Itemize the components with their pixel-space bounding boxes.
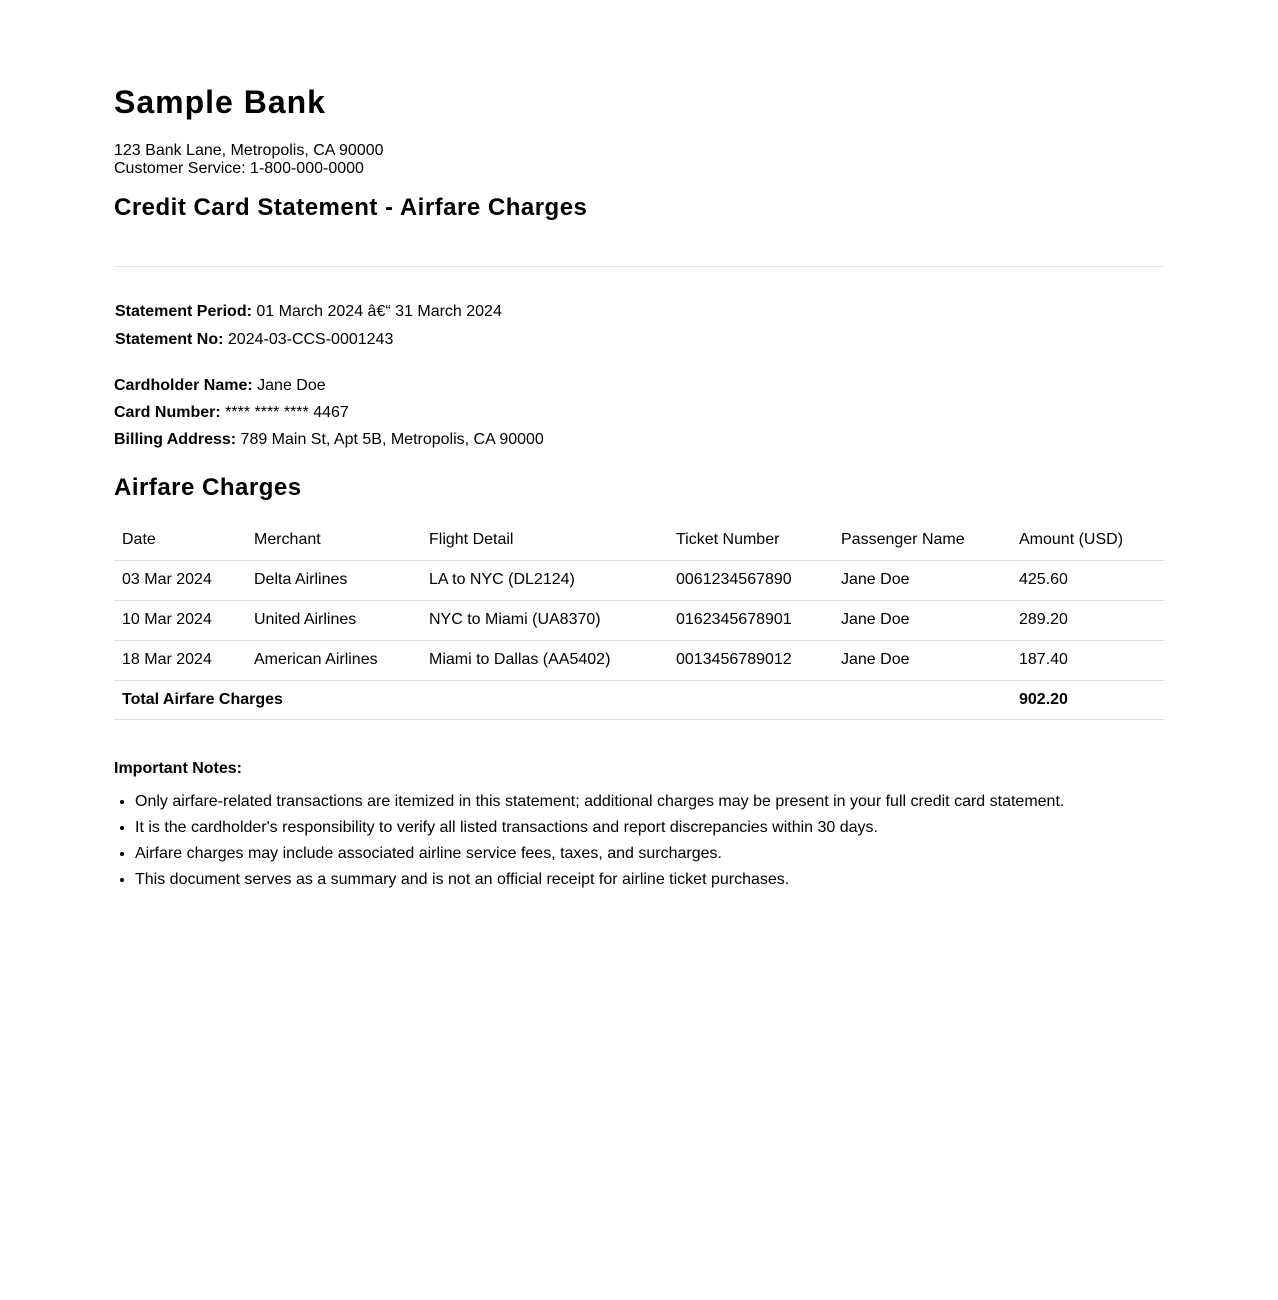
cell-ticket-number: 0061234567890 <box>668 560 833 600</box>
column-header-date: Date <box>114 520 246 560</box>
cell-amount: 289.20 <box>1011 600 1164 640</box>
cell-merchant: American Airlines <box>246 640 421 680</box>
statement-period-label: Statement Period: <box>115 303 252 320</box>
important-notes-heading: Important Notes: <box>114 760 242 777</box>
cell-flight-detail: Miami to Dallas (AA5402) <box>421 640 668 680</box>
column-header-flight-detail: Flight Detail <box>421 520 668 560</box>
column-header-passenger-name: Passenger Name <box>833 520 1011 560</box>
bank-contact-block <box>114 142 384 178</box>
airfare-charges-table <box>114 520 1164 720</box>
note-item: • It is the cardholder's responsibility to verify all listed transactions and report discrepancies within 30 days. <box>135 815 1175 841</box>
total-row <box>114 680 1164 719</box>
billing-address-label: Billing Address: <box>114 431 237 448</box>
cardholder-name-label: Cardholder Name: <box>114 377 253 394</box>
statement-period <box>115 302 502 322</box>
airfare-charges-heading: Airfare Charges <box>114 474 302 501</box>
column-header-ticket-number: Ticket Number <box>668 520 833 560</box>
total-amount: 902.20 <box>1011 680 1164 719</box>
cell-ticket-number: 0162345678901 <box>668 600 833 640</box>
column-header-amount: Amount (USD) <box>1011 520 1164 560</box>
statement-title: Credit Card Statement - Airfare Charges <box>114 194 588 221</box>
cell-flight-detail: LA to NYC (DL2124) <box>421 560 668 600</box>
cell-amount: 425.60 <box>1011 560 1164 600</box>
cell-passenger-name: Jane Doe <box>833 560 1011 600</box>
cell-date: 10 Mar 2024 <box>114 600 246 640</box>
statement-period-value: 01 March 2024 â€“ 31 March 2024 <box>251 303 502 320</box>
statement-number-value: 2024-03-CCS-0001243 <box>223 331 394 348</box>
customer-service-line: Customer Service: 1-800-000-0000 <box>114 160 364 177</box>
table-row <box>114 640 1164 680</box>
cardholder-name-value: Jane Doe <box>252 377 326 394</box>
card-number-value: **** **** **** 4467 <box>220 404 349 421</box>
cell-ticket-number: 0013456789012 <box>668 640 833 680</box>
card-number <box>114 403 349 423</box>
billing-address-value: 789 Main St, Apt 5B, Metropolis, CA 90000 <box>236 431 544 448</box>
table-row <box>114 560 1164 600</box>
cell-merchant: United Airlines <box>246 600 421 640</box>
column-header-merchant: Merchant <box>246 520 421 560</box>
table-header-row <box>114 520 1164 560</box>
cell-flight-detail: NYC to Miami (UA8370) <box>421 600 668 640</box>
note-item: • Only airfare-related transactions are itemized in this statement; additional charges may be present in your full credit card statement. <box>135 789 1175 815</box>
cardholder-name <box>114 376 326 396</box>
statement-number <box>115 330 393 350</box>
important-notes-list <box>135 789 1175 893</box>
statement-number-label: Statement No: <box>115 331 224 348</box>
cell-passenger-name: Jane Doe <box>833 600 1011 640</box>
cell-merchant: Delta Airlines <box>246 560 421 600</box>
bank-name: Sample Bank <box>114 84 326 120</box>
cell-amount: 187.40 <box>1011 640 1164 680</box>
note-item: • This document serves as a summary and is not an official receipt for airline ticket purchases. <box>135 867 1175 893</box>
cell-date: 03 Mar 2024 <box>114 560 246 600</box>
table-row <box>114 600 1164 640</box>
card-number-label: Card Number: <box>114 404 221 421</box>
cell-date: 18 Mar 2024 <box>114 640 246 680</box>
billing-address <box>114 430 544 450</box>
total-label: Total Airfare Charges <box>114 680 1011 719</box>
header-divider <box>114 266 1164 267</box>
bank-address: 123 Bank Lane, Metropolis, CA 90000 <box>114 142 384 159</box>
cell-passenger-name: Jane Doe <box>833 640 1011 680</box>
note-item: • Airfare charges may include associated airline service fees, taxes, and surcharges. <box>135 841 1175 867</box>
